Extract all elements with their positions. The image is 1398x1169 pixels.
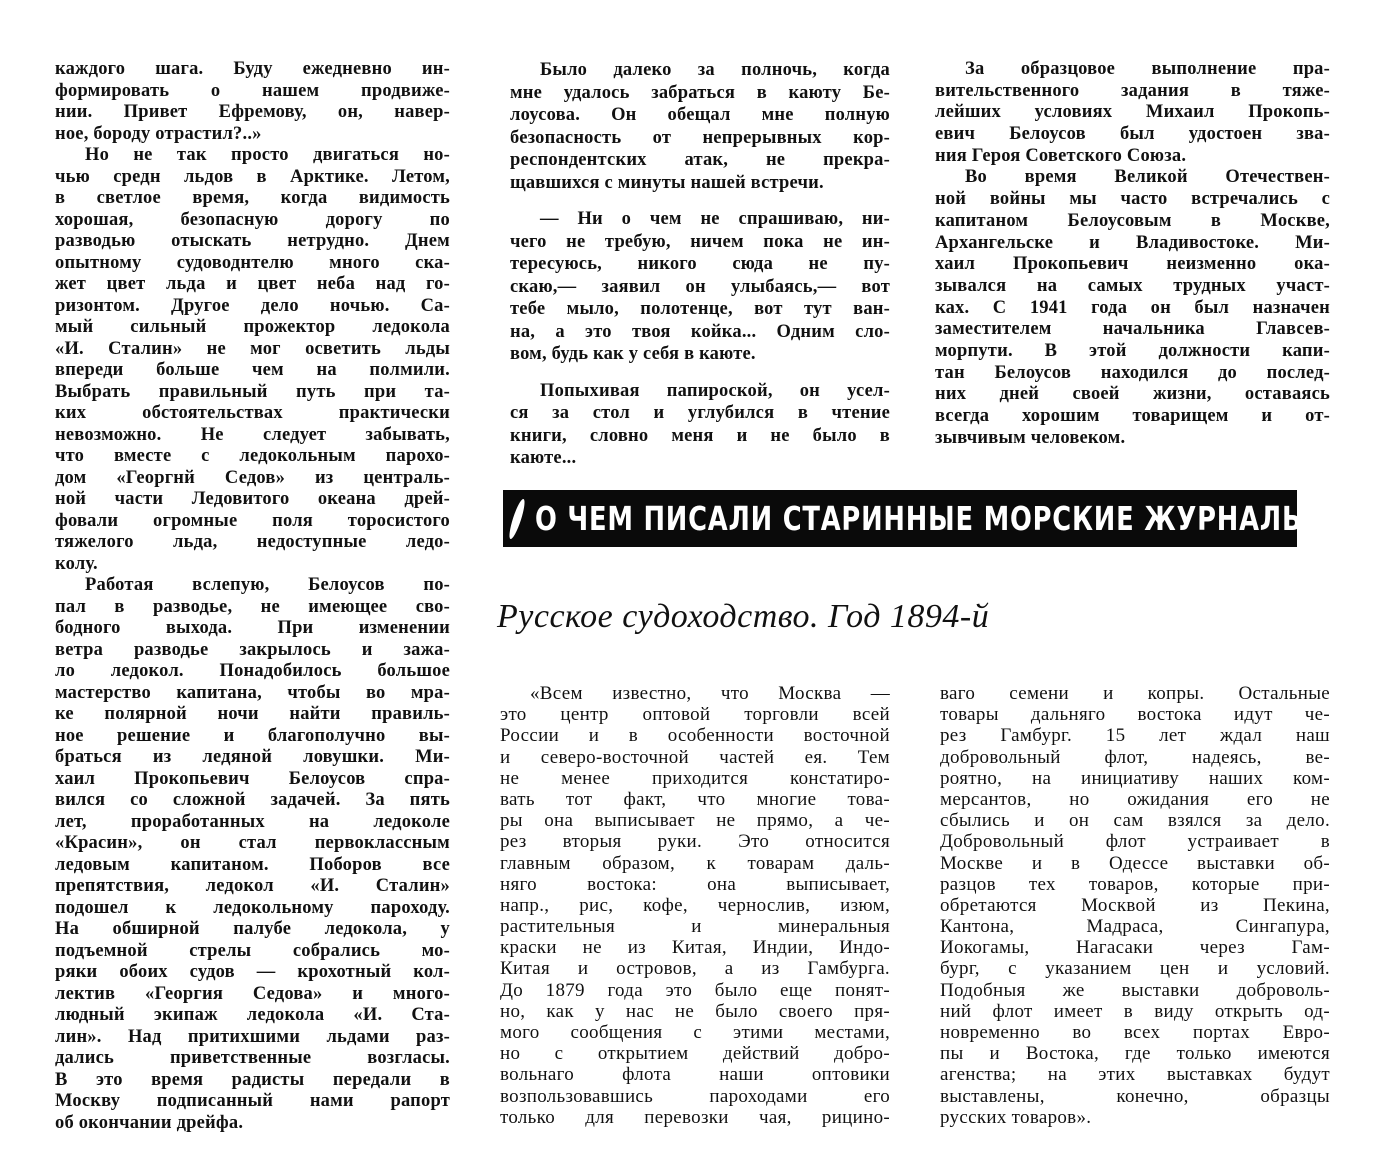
paragraph [500,683,890,1128]
paragraph [55,575,450,1134]
text-line: вительственного задания в тяже- [935,80,1330,101]
text-line: Работая вслепую, Белоусов по- [85,575,450,595]
text-line: тебе мыло, полотенце, вот тут ван- [510,299,890,319]
excerpt-heading: Русское судоходство. Год 1894-й [497,598,990,635]
text-line: всегда хорошим товарищем и от- [935,406,1330,426]
text-line: пал в разводье, не имеющее сво- [55,596,450,617]
text-line: книги, словно меня и не было в [510,425,890,446]
text-line: щавшихся с минуты нашей встречи. [510,172,824,193]
text-line: вился со сложной задачей. За пять [55,790,450,810]
article-column-2 [510,59,890,470]
text-line: главным образом, к товарам даль- [500,852,890,874]
text-line: невозможно. Не следует забывать, [55,424,450,445]
paragraph [510,380,890,470]
text-line: зывался на самых трудных участ- [935,275,1330,296]
text-line: тан Белоусов находился до послед- [935,362,1330,383]
text-line: не менее приходится констатиро- [500,767,890,789]
text-line: мерсантов, но ожидания его не [940,788,1330,810]
paragraph [935,167,1330,449]
excerpt-column-2 [940,683,1330,1128]
text-line: Кантона, Мадраса, Сингапура, [940,916,1330,938]
text-line: агенства; на этих выставках будут [940,1064,1330,1086]
paragraph [55,145,450,575]
text-line: обретаются Москвой из Пекина, [940,894,1330,916]
article-column-1 [55,59,450,1134]
text-line: Во время Великой Отечествен- [965,167,1330,188]
text-line: ряки обоих судов — крохотный кол- [55,962,450,982]
text-line: и северо-восточной частей ея. Тем [500,746,890,768]
text-line: колу. [55,553,98,574]
text-line: лоусова. Он обещал мне полную [510,105,890,125]
text-line: что вместе с ледокольным парохо- [55,446,450,466]
text-line: Добровольный флот устраивает в [940,831,1330,853]
article-column-3 [935,59,1330,449]
text-line: пы и Востока, где только имеются [940,1043,1330,1065]
text-line: На обширной палубе ледокола, у [55,919,450,939]
text-line: сбылись и он сам взялся за дело. [940,810,1330,832]
text-line: заместителем начальника Главсев- [935,319,1330,340]
text-line: каюте... [510,448,577,468]
text-line: ло ледокол. Понадобилось большое [55,661,450,681]
text-line: Китая и островов, а из Гамбурга. [500,958,890,980]
text-line: До 1879 года это было еще понят- [500,979,890,1001]
paragraph [510,208,890,366]
text-line: чего не требую, ничем пока не ин- [510,231,890,252]
text-line: рез вторыя руки. Это относится [500,831,890,853]
text-line: каждого шага. Буду ежедневно ин- [55,59,450,79]
text-line: Подобныя же выставки доброволь- [940,979,1330,1001]
text-line: ризонтом. Другое дело ночью. Са- [55,295,450,316]
text-line: жет цвет льда и цвет неба над го- [55,274,450,294]
text-line: Иокогамы, Нагасаки через Гам- [940,937,1330,959]
text-line: евич Белоусов был удостоен зва- [935,124,1330,145]
text-line: ное решение и благополучно вы- [55,725,450,746]
text-line: вать тот факт, что многие това- [500,788,890,810]
text-line: ких обстоятельствах практически [55,403,450,423]
text-line: Архангельске и Владивостоке. Ми- [935,232,1330,253]
text-line: впереди больше чем на полмили. [55,360,450,380]
text-line: лейших условиях Михаил Прокопь- [935,102,1330,123]
text-line: «Всем известно, что Москва — [530,683,890,704]
text-line: разцов тех товаров, которые при- [940,873,1330,895]
rubric-logo-icon [507,497,528,539]
text-line: мый сильный прожектор ледокола [55,317,450,337]
text-line: об окончании дрейфа. [55,1112,244,1133]
text-line: Выбрать правильный путь при та- [55,381,450,402]
text-line: роятно, на инициативу наших ком- [940,767,1330,789]
text-line: лектив «Георгия Седова» и много- [55,983,450,1004]
text-line: но, как у нас не было своего пря- [500,1000,890,1022]
text-line: В это время радисты передали в [55,1069,450,1090]
text-line: возпользовавшись пароходами его [500,1085,890,1107]
text-line: «Красин», он стал первоклассным [55,833,450,853]
text-line: мне удалось забраться в каюту Бе- [510,82,890,103]
text-line: Москве и в Одессе выставки об- [940,852,1330,874]
text-line: краски не из Китая, Индии, Индо- [500,937,890,959]
text-line: напр., рис, кофе, чернослив, изюм, [500,894,890,916]
text-line: хорошая, безопасную дорогу по [55,209,450,230]
text-line: няго востока: она выписывает, [500,873,890,895]
text-line: это центр оптовой торговли всей [500,704,890,726]
text-line: морпути. В этой должности капи- [935,340,1330,361]
text-line: растительныя и минеральныя [500,916,890,938]
text-line: За образцовое выполнение пра- [965,59,1330,79]
text-line: людный экипаж ледокола «И. Ста- [55,1005,450,1025]
text-line: Попыхивая папироской, он усел- [540,380,890,401]
text-line: препятствия, ледокол «И. Сталин» [55,876,450,896]
text-line: ной части Ледовитого океана дрей- [55,489,450,509]
text-line: ний флот имеет в виду открыть од- [940,1000,1330,1022]
text-line: дом «Георгнй Седов» из централь- [55,467,450,488]
text-line: добровольный флот, надеясь, ве- [940,746,1330,768]
text-line: формировать о нашем продвиже- [55,80,450,101]
text-line: ках. С 1941 года он был назначен [935,297,1330,318]
text-line: респондентских атак, не прекра- [510,150,890,170]
rubric-banner [503,490,1310,547]
text-line: вом, будь как у себя в каюте. [510,344,756,364]
text-line: мого сообщения с этими местами, [500,1022,890,1043]
text-line: опытному судоводнтелю много ска- [55,252,450,273]
text-line: тяжелого льда, недоступные ледо- [55,532,450,552]
text-line: ры она выписывает не прямо, а че- [500,810,890,832]
text-line: ветра разводье закрылось и зажа- [55,639,450,660]
text-line: Было далеко за полночь, когда [540,60,890,80]
paragraph [935,59,1330,167]
text-line: ное, бороду отрастил?..» [55,123,262,144]
rubric-title: О ЧЕМ ПИСАЛИ СТАРИННЫЕ МОРСКИЕ ЖУРНАЛЫ [535,499,1310,538]
text-line: бодного выхода. При изменении [55,618,450,638]
text-line: ния Героя Советского Союза. [935,145,1187,166]
text-line: мастерство капитана, чтобы во мра- [55,682,450,703]
text-line: выставлены, конечно, образцы [940,1085,1330,1107]
text-line: товары дальняго востока идут че- [940,704,1330,726]
text-line: подошел к ледокольному пароходу. [55,897,450,918]
text-line: подъемной стрелы собрались мо- [55,940,450,961]
text-line: скаю,— заявил он улыбаясь,— вот [510,276,890,297]
text-line: дались приветственные возгласы. [55,1048,450,1068]
text-line: бург, с указанием цен и условий. [940,958,1330,980]
text-line: безопасность от непрерывных кор- [510,127,890,148]
text-line: чью средн льдов в Арктике. Летом, [55,166,450,187]
text-line: только для перевозки чая, рицино- [500,1106,890,1128]
text-line: нии. Привет Ефремову, он, навер- [55,102,450,122]
text-line: ледовым капитаном. Поборов все [55,854,450,875]
text-line: хаил Прокопьевич неизменно ока- [935,254,1330,275]
text-line: хаил Прокопьевич Белоусов спра- [55,768,450,789]
text-line: Но не так просто двигаться но- [85,145,450,165]
paragraph [940,683,1330,1128]
text-line: ся за стол и углубился в чтение [510,403,890,423]
text-line: тересуюсь, никого сюда не пу- [510,254,890,274]
text-line: — Ни о чем не спрашиваю, ни- [540,209,890,229]
text-line: ной войны мы часто встречались с [935,189,1330,210]
text-line: в светлое время, когда видимость [55,188,450,208]
text-line: браться из ледяной ловушки. Ми- [55,747,450,767]
text-line: русских товаров». [940,1106,1092,1128]
text-line: разводью отыскать нетрудно. Днем [55,231,450,251]
text-line: ке полярной ночи найти правиль- [55,704,450,724]
text-line: капитаном Белоусовым в Москве, [935,210,1330,231]
text-line: на, а это твоя койка... Одним сло- [510,321,890,342]
text-line: России и в особенности восточной [500,725,890,747]
text-line: рез Гамбург. 15 лет ждал наш [940,725,1330,747]
text-line: фовали огромные поля торосистого [55,510,450,531]
text-line: ваго семени и копры. Остальные [940,683,1330,704]
text-line: «И. Сталин» не мог осветить льды [55,338,450,359]
text-line: Москву подписанный нами рапорт [55,1091,450,1111]
text-line: лет, проработанных на ледоколе [55,811,450,832]
paragraph [55,59,450,145]
paragraph [510,59,890,194]
excerpt-column-1 [500,683,890,1128]
text-line: вольнаго флота наши оптовики [500,1064,890,1086]
text-line: новременно во всех портах Евро- [940,1022,1330,1043]
text-line: но с открытием действий добро- [500,1043,890,1065]
text-line: лин». Над притихшими льдами раз- [55,1026,450,1047]
text-line: них дней своей жизни, оставаясь [935,384,1330,405]
text-line: зывчивым человеком. [935,427,1126,448]
